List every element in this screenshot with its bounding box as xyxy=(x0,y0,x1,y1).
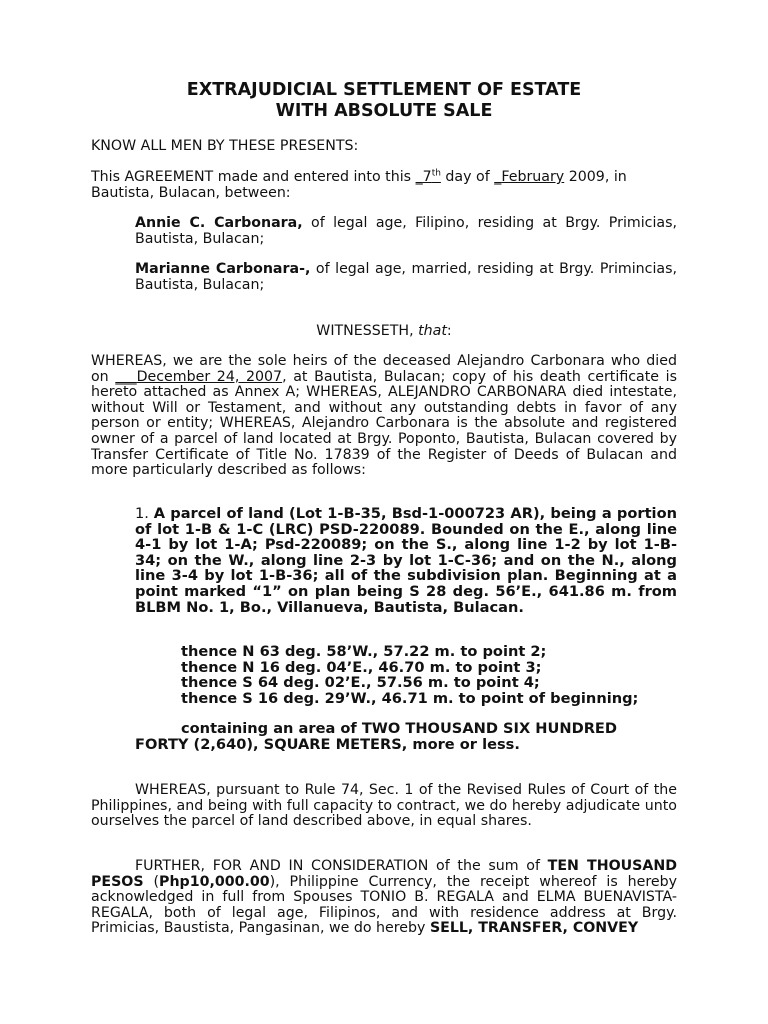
agreement-mid: day of xyxy=(440,169,495,185)
day-suffix: th xyxy=(431,168,441,179)
know-all-text: KNOW ALL MEN BY THESE PRESENTS: xyxy=(91,138,359,154)
further-pre: FURTHER, FOR AND IN CONSIDERATION of the sum of xyxy=(135,858,548,874)
whereas-2-text: WHEREAS, pursuant to Rule 74, Sec. 1 of the Revised Rules of Court of the Philippines, and being with full capacity to contract, we do hereby adjudicate unto ourselves the parcel of land described above, in equal shares. xyxy=(91,782,677,830)
amount-words: TEN THOUSAND PESOS xyxy=(91,858,678,890)
paren-open: ( xyxy=(143,873,160,890)
party-1 xyxy=(135,216,677,247)
party-1-desc: of legal age, Filipino, residing at Brgy. Primicias, Bautista, Bulacan; xyxy=(135,215,677,247)
boundary-list xyxy=(181,644,681,706)
further-mid: ), Philippine Currency, the receipt whereof is hereby acknowledged in full from Spouses TONIO B. REGALA and ELMA BUENAVISTA-REGALA, both of legal age, Filipinos, and with residence address at Brgy. Primicias, Baustista, Pangasinan, we do hereby xyxy=(91,873,677,937)
party-1-name: Annie C. Carbonara, xyxy=(135,215,303,231)
parcel-description xyxy=(135,506,677,615)
boundary-line-3: thence S 64 deg. 02’E., 57.56 m. to point 4; xyxy=(181,674,540,692)
agreement-day-field xyxy=(416,169,441,185)
death-date-field xyxy=(115,369,282,385)
whereas-1-post: , at Bautista, Bulacan; copy of his death certificate is hereto attached as Annex A; WHEREAS, ALEJANDRO CARBONARA died intestate, without Will or Testament, and without any outstanding debts in favor of any person or entity; WHEREAS, Alejandro Carbonara is the absolute and registered owner of a parcel of land located at Brgy. Poponto, Bautista, Bulacan covered by Transfer Certificate of Title No. 17839 of the Register of Deeds of Bulacan and more particularly described as follows: xyxy=(91,368,677,479)
party-2-name: Marianne Carbonara-, xyxy=(135,261,311,277)
month-blank: _ xyxy=(494,169,502,185)
consideration-paragraph xyxy=(91,859,677,937)
agreement-month-field xyxy=(494,169,564,185)
death-date: December 24, 2007 xyxy=(136,368,283,385)
party-2-desc: of legal age, married, residing at Brgy. Primincias, Bautista, Bulacan; xyxy=(135,261,677,293)
title-line-1: EXTRAJUDICIAL SETTLEMENT OF ESTATE xyxy=(186,80,582,100)
agreement-paragraph xyxy=(91,170,677,201)
parcel-number: 1. xyxy=(135,505,154,522)
amount-number: Php10,000.00 xyxy=(159,873,270,890)
boundary-line-2: thence N 16 deg. 04’E., 46.70 m. to point 3; xyxy=(181,658,542,676)
boundary-line-1: thence N 63 deg. 58’W., 57.22 m. to point 2; xyxy=(181,643,547,660)
whereas-rule-74-paragraph xyxy=(91,783,677,830)
area-line-1: containing an area of TWO THOUSAND SIX HUNDRED xyxy=(181,720,618,737)
parcel-text: A parcel of land (Lot 1-B-35, Bsd-1-000723 AR), being a portion of lot 1-B & 1-C (LRC) PSD-220089. Bounded on the E., along line 4-1 by lot 1-A; Psd-220089; on the S., along line 1-2 by lot 1-B-34; on the W., along line 2-3 by lot 1-C-36; and on the N., along line 3-4 by lot 1-B-36; all of the subdivision plan. Beginning at a point marked “1” on plan being S 28 deg. 56’E., 641.86 m. from BLBM No. 1, Bo., Villanueva, Bautista, Bulacan. xyxy=(135,505,677,616)
date-blank: ___ xyxy=(115,368,137,385)
title-line-2: WITH ABSOLUTE SALE xyxy=(275,101,493,121)
party-2 xyxy=(135,262,677,293)
agreement-month: February xyxy=(501,169,565,185)
whereas-1-pre: WHEREAS, we are the sole heirs of the deceased Alejandro Carbonara who died on xyxy=(91,353,677,385)
document-title xyxy=(0,80,768,122)
day-blank: _ xyxy=(415,169,423,185)
whereas-heirs-paragraph xyxy=(91,354,677,479)
agreement-pre: This AGREEMENT made and entered into this xyxy=(91,169,416,185)
area-line-2: FORTY (2,640), SQUARE METERS, more or less. xyxy=(135,735,520,753)
witnesseth-colon: : xyxy=(446,323,452,339)
know-all-heading xyxy=(91,139,677,155)
agreement-day: 7 xyxy=(422,169,432,185)
witnesseth-line xyxy=(0,324,768,340)
agreement-post: 2009, in Bautista, Bulacan, between: xyxy=(91,169,627,201)
witnesseth-italic: that xyxy=(418,323,447,339)
boundary-line-4: thence S 16 deg. 29’W., 46.71 m. to point of beginning; xyxy=(181,689,639,707)
witnesseth-text: WITNESSETH, xyxy=(316,323,419,339)
sell-transfer-convey: SELL, TRANSFER, CONVEY xyxy=(429,920,639,937)
area-statement xyxy=(135,721,695,752)
